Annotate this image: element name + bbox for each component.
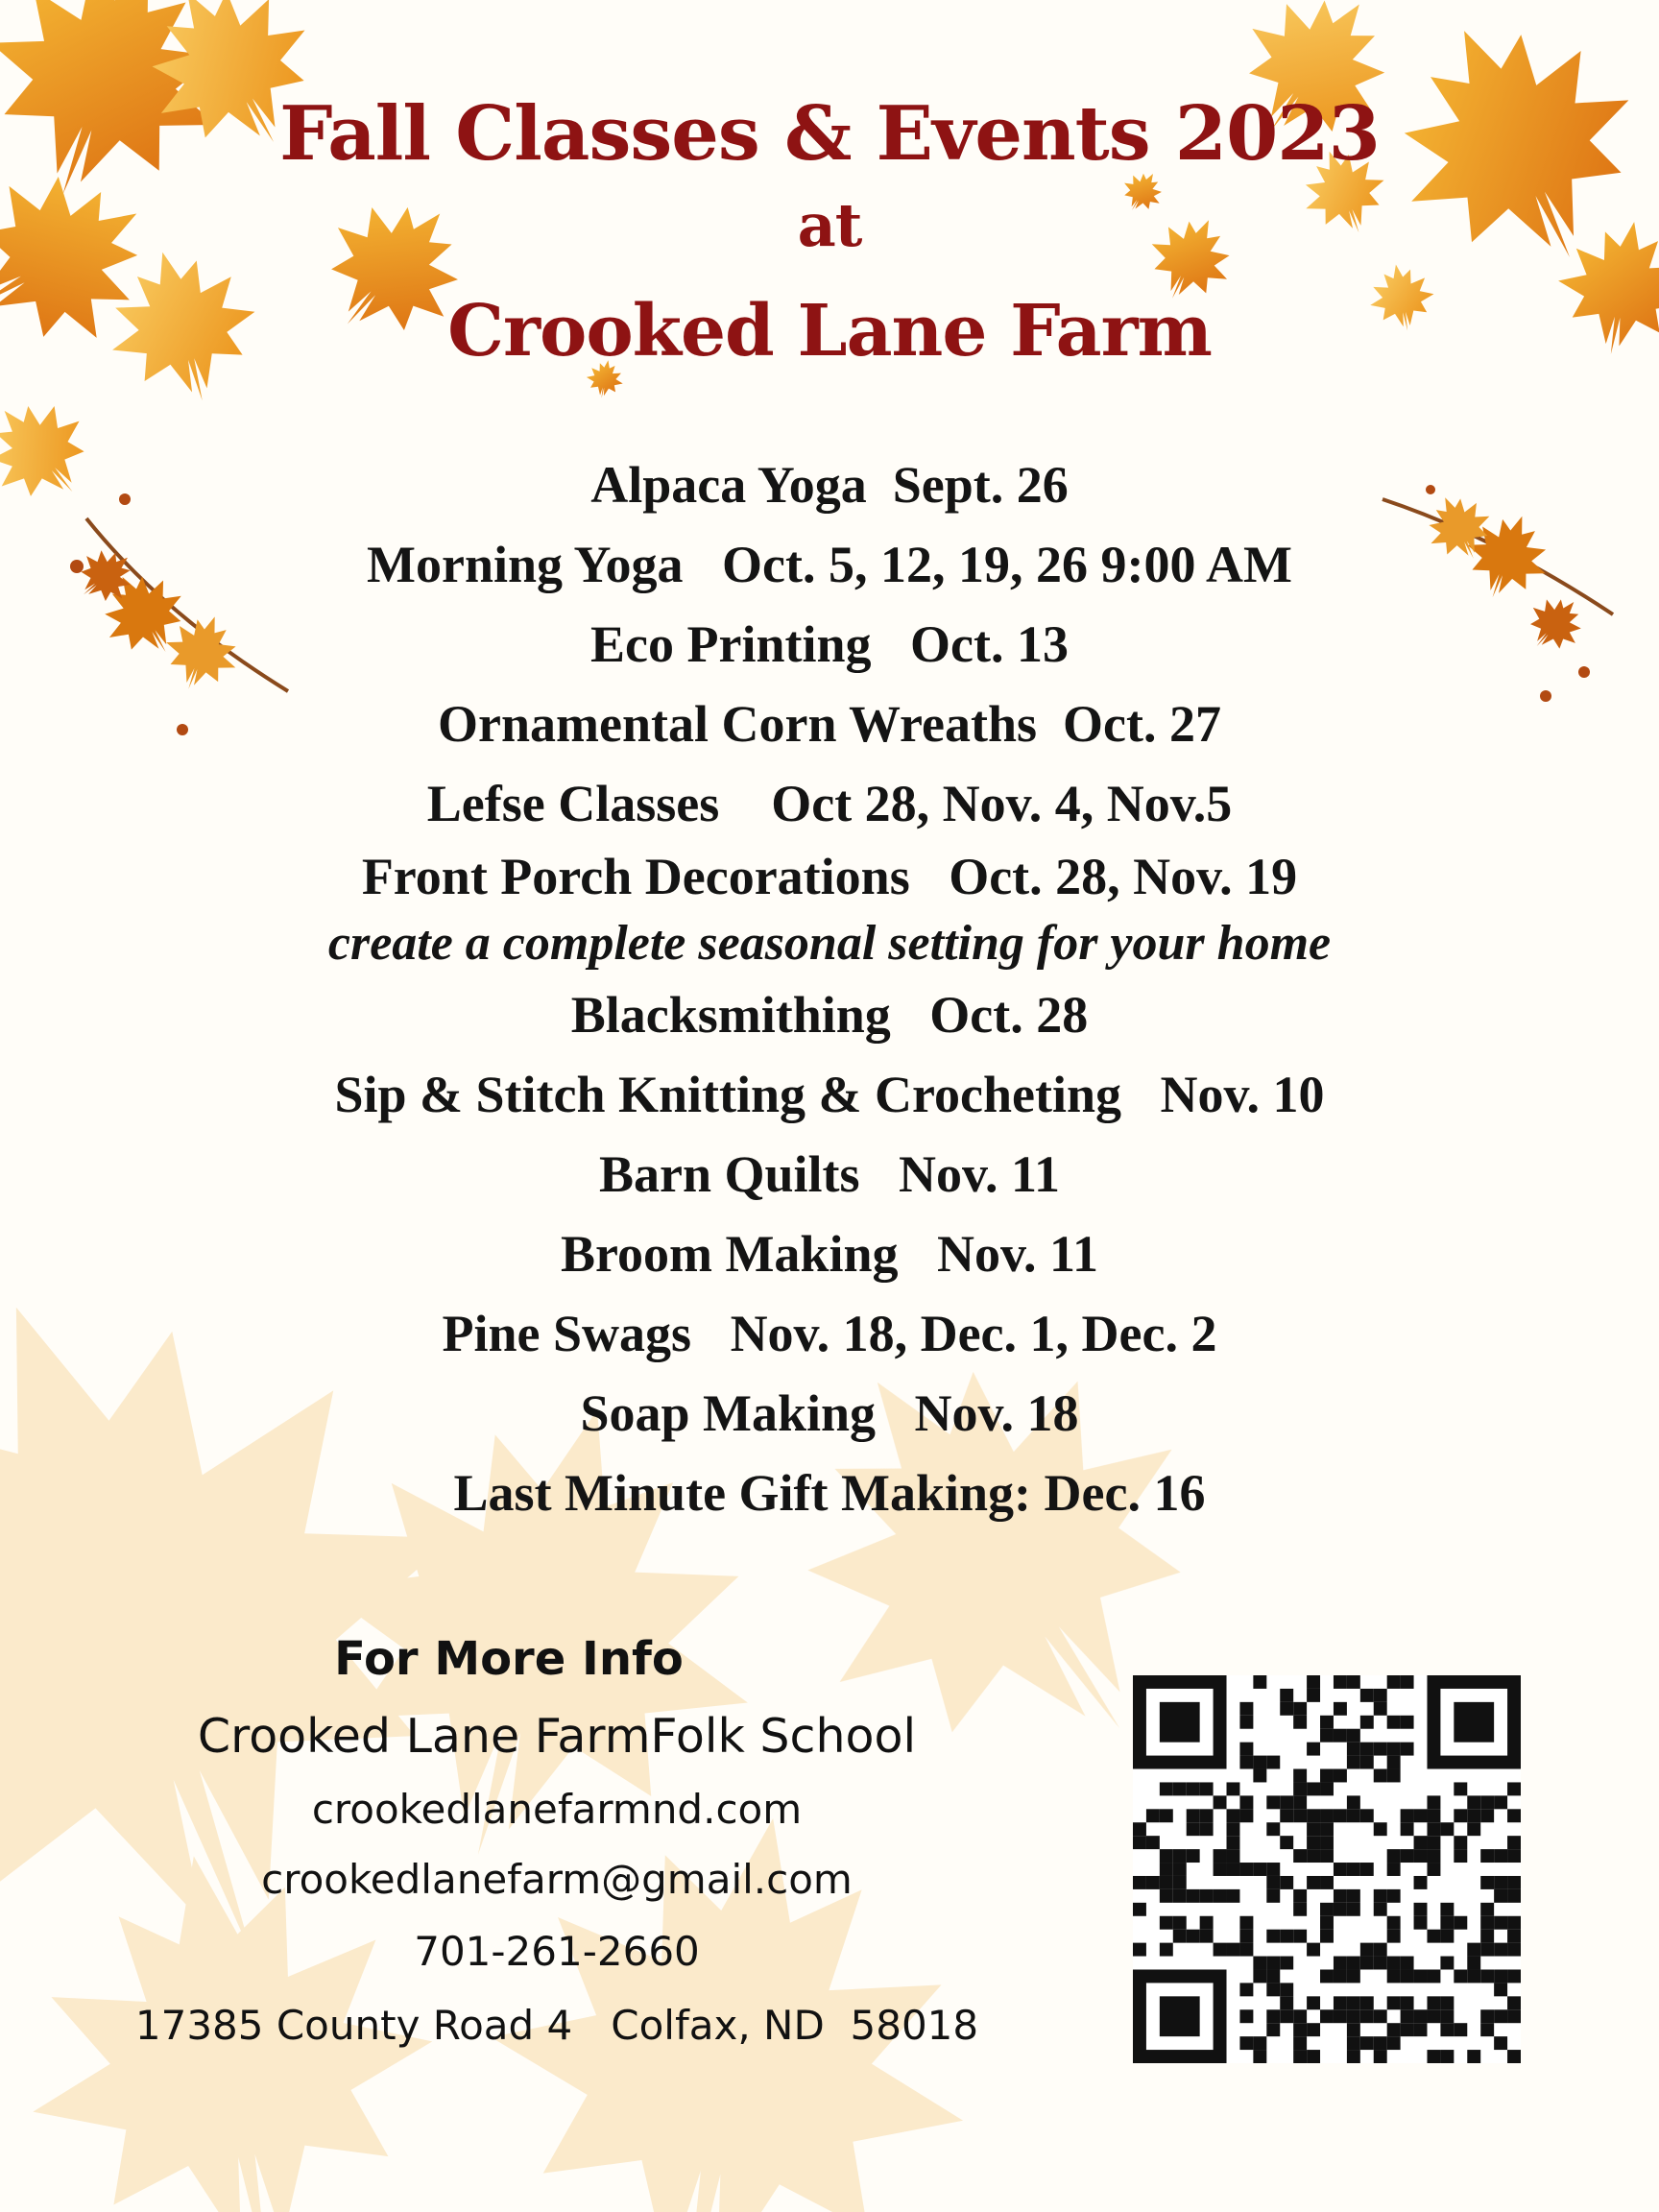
event-item: Eco Printing Oct. 13: [590, 615, 1069, 673]
event-item: Blacksmithing Oct. 28: [570, 986, 1089, 1044]
event-item: Ornamental Corn Wreaths Oct. 27: [438, 695, 1221, 753]
event-item: Broom Making Nov. 11: [560, 1225, 1099, 1283]
event-note: create a complete seasonal setting for your home: [327, 916, 1332, 971]
address-text: 17385 County Road 4 Colfax, ND 58018: [134, 2002, 979, 2049]
event-item: Soap Making Nov. 18: [580, 1384, 1079, 1442]
title-line-2: at: [797, 190, 862, 260]
event-item: Morning Yoga Oct. 5, 12, 19, 26 9:00 AM: [367, 536, 1292, 593]
event-item: Last Minute Gift Making: Dec. 16: [453, 1464, 1206, 1522]
website-text: crookedlanefarmnd.com: [311, 1786, 803, 1833]
event-item: Lefse Classes Oct 28, Nov. 4, Nov.5: [426, 775, 1233, 832]
title-line-1: Fall Classes & Events 2023: [279, 90, 1380, 178]
qr-code-icon: [1133, 1675, 1521, 2063]
event-item: Front Porch Decorations Oct. 28, Nov. 19: [361, 848, 1298, 905]
event-item: Sip & Stitch Knitting & Crocheting Nov. 10: [334, 1066, 1325, 1123]
event-item: Pine Swags Nov. 18, Dec. 1, Dec. 2: [442, 1305, 1217, 1362]
title-line-3: Crooked Lane Farm: [447, 290, 1212, 373]
school-name: Crooked Lane FarmFolk School: [197, 1709, 917, 1764]
email-text: crookedlanefarm@gmail.com: [261, 1856, 853, 1903]
event-item: Barn Quilts Nov. 11: [598, 1145, 1061, 1203]
event-item: Alpaca Yoga Sept. 26: [590, 456, 1069, 514]
phone-text: 701-261-2660: [414, 1928, 700, 1975]
info-heading: For More Info: [334, 1632, 684, 1686]
